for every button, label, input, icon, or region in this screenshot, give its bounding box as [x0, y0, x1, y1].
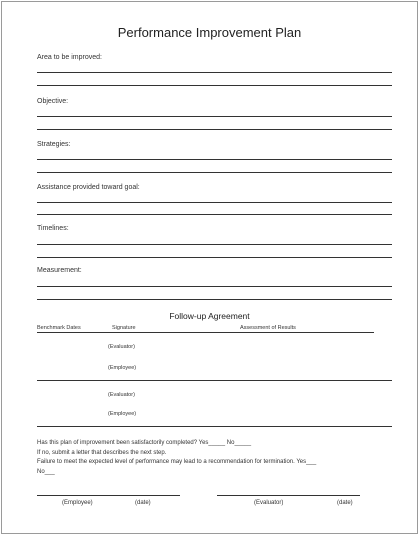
- field-line-timelines-1: [37, 244, 392, 245]
- field-line-timelines-2: [37, 257, 392, 258]
- followup-bottom-rule: [37, 426, 392, 427]
- field-line-strategies-1: [37, 159, 392, 160]
- field-label-timelines: Timelines:: [37, 225, 69, 232]
- signature-employee-label: (Employee): [62, 500, 93, 506]
- signature-line-evaluator: [217, 495, 360, 496]
- field-line-assistance-2: [37, 214, 392, 215]
- field-label-area: Area to be improved:: [37, 54, 102, 61]
- employee-label-2: (Employee): [108, 411, 137, 417]
- question-termination: Failure to meet the expected level of performance may lead to a recommendation for termination. Yes___: [37, 459, 317, 465]
- question-next-step: If no, submit a letter that describes the next step.: [37, 450, 167, 456]
- field-line-strategies-2: [37, 172, 392, 173]
- field-label-assistance: Assistance provided toward goal:: [37, 184, 140, 191]
- field-line-objective-1: [37, 116, 392, 117]
- question-completed: Has this plan of improvement been satisfactorily completed? Yes_____ No_____: [37, 440, 252, 446]
- field-label-measurement: Measurement:: [37, 267, 82, 274]
- field-line-objective-2: [37, 129, 392, 130]
- field-line-measurement-1: [37, 286, 392, 287]
- evaluator-label-1: (Evaluator): [108, 344, 135, 350]
- field-line-area-2: [37, 85, 392, 86]
- col-benchmark-dates: Benchmark Dates: [37, 325, 81, 331]
- signature-date-label-1: (date): [135, 500, 151, 506]
- field-line-assistance-1: [37, 202, 392, 203]
- followup-row-rule: [37, 380, 392, 381]
- col-assessment: Assessment of Results: [240, 325, 296, 331]
- followup-title: Follow-up Agreement: [169, 311, 250, 321]
- field-label-objective: Objective:: [37, 98, 69, 105]
- signature-line-employee: [37, 495, 180, 496]
- document-page: [1, 1, 418, 534]
- field-line-area-1: [37, 72, 392, 73]
- col-signature: Signature: [112, 325, 136, 331]
- employee-label-1: (Employee): [108, 365, 137, 371]
- signature-date-label-2: (date): [337, 500, 353, 506]
- field-label-strategies: Strategies:: [37, 141, 71, 148]
- evaluator-label-2: (Evaluator): [108, 392, 135, 398]
- signature-evaluator-label: (Evaluator): [254, 500, 284, 506]
- document-title: Performance Improvement Plan: [117, 25, 302, 40]
- followup-header-rule: [37, 332, 374, 333]
- question-termination-no: No___: [37, 469, 55, 475]
- field-line-measurement-2: [37, 299, 392, 300]
